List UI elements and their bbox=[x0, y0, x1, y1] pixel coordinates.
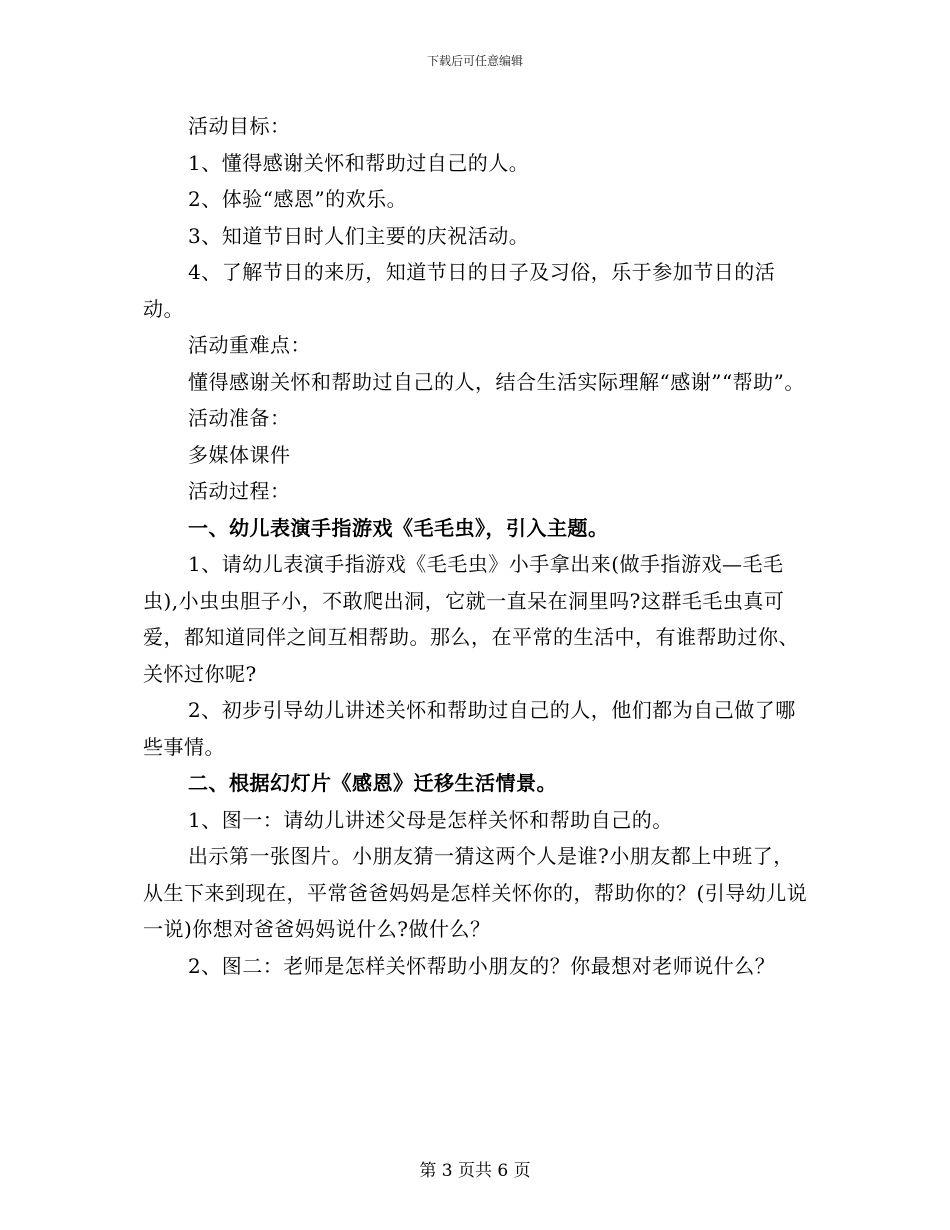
keypoints-text: 懂得感谢关怀和帮助过自己的人，结合生活实际理解“感谢”“帮助”。 bbox=[188, 369, 805, 394]
goal-1: 1、懂得感谢关怀和帮助过自己的人。 bbox=[188, 150, 530, 175]
section-2-heading: 二、根据幻灯片《感恩》迁移生活情景。 bbox=[188, 771, 557, 795]
section-2-item-2: 2、图二：老师是怎样关怀帮助小朋友的？你最想对老师说什么？ bbox=[188, 953, 776, 978]
prep-title: 活动准备： bbox=[188, 406, 291, 430]
goal-2: 2、体验“感恩”的欢乐。 bbox=[188, 187, 408, 211]
page-footer: 第 3 页共 6 页 bbox=[419, 1161, 531, 1181]
section-1-heading: 一、幼儿表演手指游戏《毛毛虫》，引入主题。 bbox=[188, 515, 609, 540]
process-title: 活动过程： bbox=[188, 479, 291, 503]
prep-text: 多媒体课件 bbox=[188, 442, 291, 467]
document-body bbox=[143, 108, 811, 984]
goals-title: 活动目标： bbox=[188, 114, 291, 138]
section-1-item-2: 2、初步引导幼儿讲述关怀和帮助过自己的人，他们都为自己做了哪些事情。 bbox=[143, 698, 796, 759]
section-1-item-1: 1、请幼儿表演手指游戏《毛毛虫》小手拿出来(做手指游戏—毛毛虫),小虫虫胆子小，不敢爬出洞，它就一直呆在洞里吗?这群毛毛虫真可爱，都知道同伴之间互相帮助。那么，在平常的生活中，有谁帮助过你、关怀过你呢? bbox=[143, 552, 799, 686]
page-header: 下载后可任意编辑 bbox=[426, 54, 523, 68]
section-2-item-1: 1、图一：请幼儿讲述父母是怎样关怀和帮助自己的。 bbox=[188, 807, 673, 832]
goal-4: 4、了解节日的来历，知道节日的日子及习俗，乐于参加节日的活动。 bbox=[143, 260, 776, 321]
section-2-item-1-detail: 出示第一张图片。小朋友猜一猜这两个人是谁?小朋友都上中班了，从生下来到现在，平常爸爸妈妈是怎样关怀你的，帮助你的？(引导幼儿说一说)你想对爸爸妈妈说什么?做什么？ bbox=[143, 844, 808, 941]
goal-3: 3、知道节日时人们主要的庆祝活动。 bbox=[188, 223, 530, 248]
keypoints-title: 活动重难点： bbox=[188, 333, 311, 357]
